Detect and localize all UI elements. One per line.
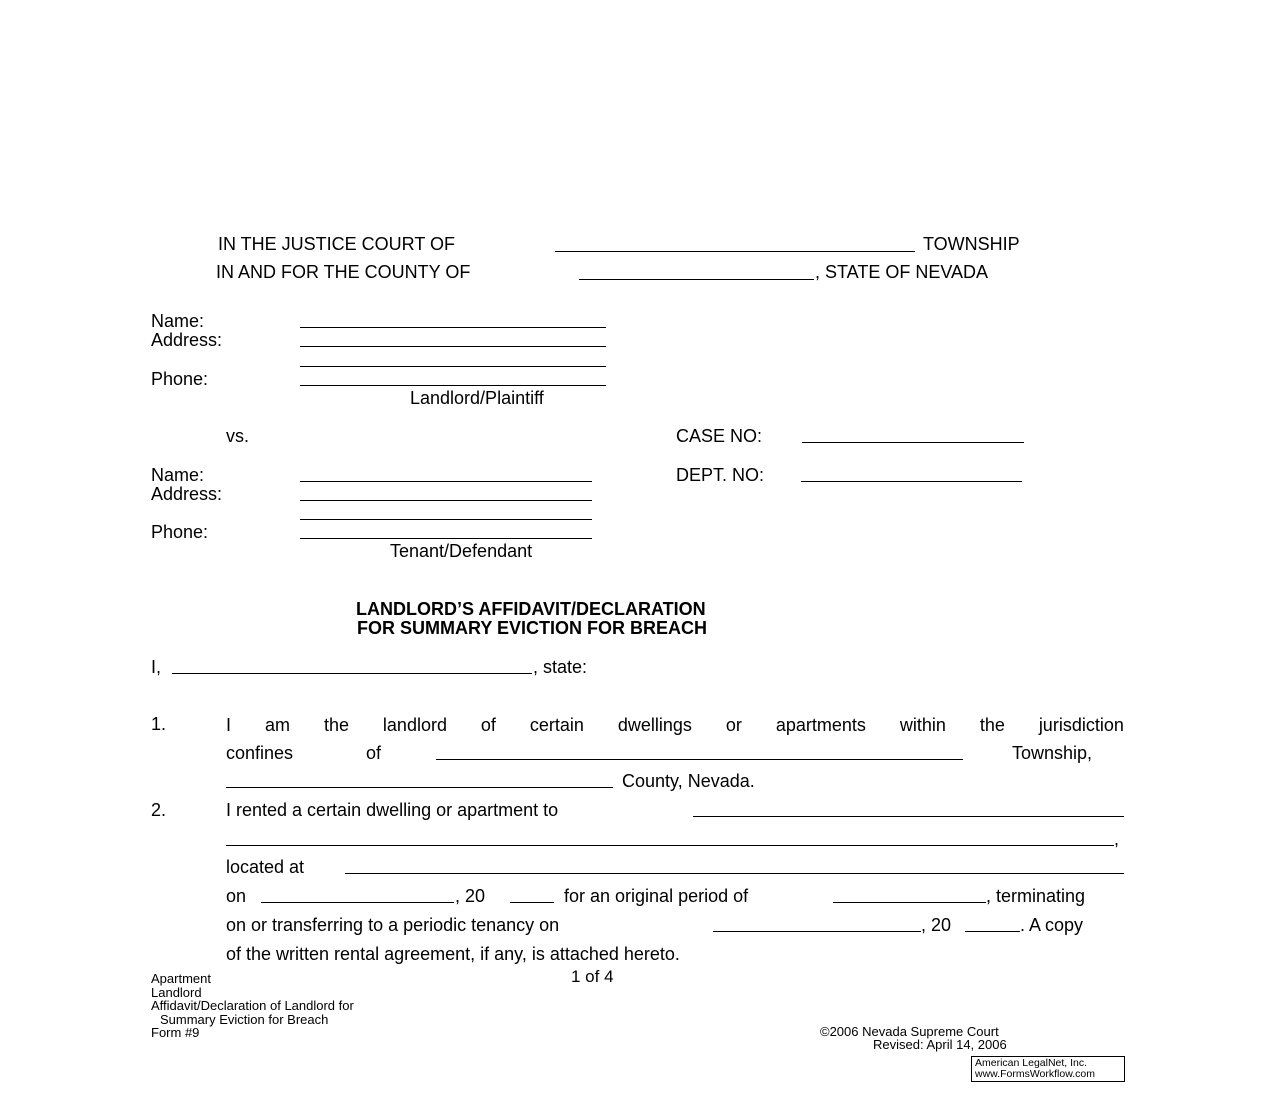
court-line2-suffix: , STATE OF NEVADA xyxy=(815,262,989,282)
para2-year-prefix: , 20 xyxy=(455,886,486,906)
para1-county-field[interactable] xyxy=(226,787,613,788)
footer-form-line: Landlord xyxy=(151,984,202,1000)
para2-comma: , xyxy=(1114,829,1120,849)
court-line1-suffix: TOWNSHIP xyxy=(923,234,1020,254)
para2-terminating: , terminating xyxy=(986,886,1086,906)
para2-tenant-field-1[interactable] xyxy=(693,816,1124,817)
para2-year-prefix-2: , 20 xyxy=(921,915,952,935)
court-line1-prefix: IN THE JUSTICE COURT OF xyxy=(218,234,456,254)
para2-transfer-year-field[interactable] xyxy=(965,931,1020,932)
para1-word: or xyxy=(725,715,742,735)
footer-revised: Revised: April 14, 2006 xyxy=(873,1037,1007,1052)
para2-start-date-field[interactable] xyxy=(261,902,454,903)
para2-number: 2. xyxy=(151,800,167,820)
stamp-url: www.FormsWorkflow.com xyxy=(975,1068,1095,1080)
intro-suffix: , state: xyxy=(533,657,588,677)
dept-no-label: DEPT. NO: xyxy=(676,465,765,485)
defendant-name-field[interactable] xyxy=(300,481,592,482)
plaintiff-address-field-2[interactable] xyxy=(300,366,606,367)
plaintiff-phone-field[interactable] xyxy=(300,385,606,386)
dept-no-field[interactable] xyxy=(801,481,1022,482)
para1-word: dwellings xyxy=(617,715,692,735)
defendant-name-label: Name: xyxy=(151,465,205,485)
para2-transfer-date-field[interactable] xyxy=(713,931,921,932)
declarant-name-field[interactable] xyxy=(172,673,532,674)
para1-word: of xyxy=(480,715,496,735)
footer-form-line: Summary Eviction for Breach xyxy=(160,1011,329,1027)
para2-location-field[interactable] xyxy=(345,873,1124,874)
defendant-caption: Tenant/Defendant xyxy=(390,541,533,561)
para1-word: I xyxy=(226,715,232,735)
para2-on: on xyxy=(226,886,247,906)
footer-form-line: Affidavit/Declaration of Landlord for xyxy=(151,998,354,1013)
para1-word: the xyxy=(979,715,1005,735)
vs-label: vs. xyxy=(226,426,250,446)
plaintiff-phone-label: Phone: xyxy=(151,369,209,389)
para2-period: for an original period of xyxy=(564,886,749,906)
defendant-address-field-2[interactable] xyxy=(300,519,592,520)
para1-word: certain xyxy=(529,715,584,735)
para2-rented: I rented a certain dwelling or apartment to xyxy=(226,800,559,820)
para1-word: landlord xyxy=(382,715,447,735)
para1-word: the xyxy=(323,715,349,735)
county-blank[interactable] xyxy=(579,279,814,280)
plaintiff-caption: Landlord/Plaintiff xyxy=(410,388,544,408)
para1-word: jurisdiction xyxy=(1038,715,1124,735)
defendant-address-field-1[interactable] xyxy=(300,500,592,501)
para2-tenant-field-2[interactable] xyxy=(226,845,1114,846)
document-title-line2: FOR SUMMARY EVICTION FOR BREACH xyxy=(357,618,708,638)
para1-number: 1. xyxy=(151,714,167,734)
court-line2-prefix: IN AND FOR THE COUNTY OF xyxy=(216,262,471,282)
footer-form-line: Apartment xyxy=(151,971,211,986)
legalnet-stamp xyxy=(971,1056,1125,1082)
page-number: 1 of 4 xyxy=(571,967,614,986)
para2-last-line: of the written rental agreement, if any, is attached hereto. xyxy=(226,944,680,964)
para2-start-year-field[interactable] xyxy=(510,902,554,903)
footer-form-info xyxy=(151,972,354,1040)
defendant-address-label: Address: xyxy=(151,484,223,504)
para1-of: of xyxy=(366,743,382,763)
para2-located: located at xyxy=(226,857,305,877)
intro-prefix: I, xyxy=(151,657,162,677)
footer-form-line: Form #9 xyxy=(151,1025,200,1040)
defendant-phone-label: Phone: xyxy=(151,522,209,542)
plaintiff-address-field-1[interactable] xyxy=(300,346,606,347)
para1-word: apartments xyxy=(775,715,866,735)
stamp-company: American LegalNet, Inc. xyxy=(975,1057,1088,1069)
para2-copy: . A copy xyxy=(1020,915,1084,935)
para1-township: Township, xyxy=(1012,743,1093,763)
footer-copyright: ©2006 Nevada Supreme Court xyxy=(820,1024,999,1039)
plaintiff-address-label: Address: xyxy=(151,330,223,350)
para1-county: County, Nevada. xyxy=(622,771,755,791)
plaintiff-name-field[interactable] xyxy=(300,327,606,328)
para2-period-field[interactable] xyxy=(833,902,986,903)
para1-word: am xyxy=(264,715,290,735)
case-no-field[interactable] xyxy=(802,442,1024,443)
para1-line1 xyxy=(226,715,1124,736)
para1-confines: confines xyxy=(226,743,294,763)
para1-word: within xyxy=(899,715,946,735)
plaintiff-name-label: Name: xyxy=(151,311,205,331)
document-title-line1: LANDLORD’S AFFIDAVIT/DECLARATION xyxy=(356,599,706,619)
defendant-phone-field[interactable] xyxy=(300,538,592,539)
case-no-label: CASE NO: xyxy=(676,426,763,446)
para2-transfer: on or transferring to a periodic tenancy on xyxy=(226,915,560,935)
township-blank[interactable] xyxy=(555,251,915,252)
para1-township-field[interactable] xyxy=(436,759,963,760)
